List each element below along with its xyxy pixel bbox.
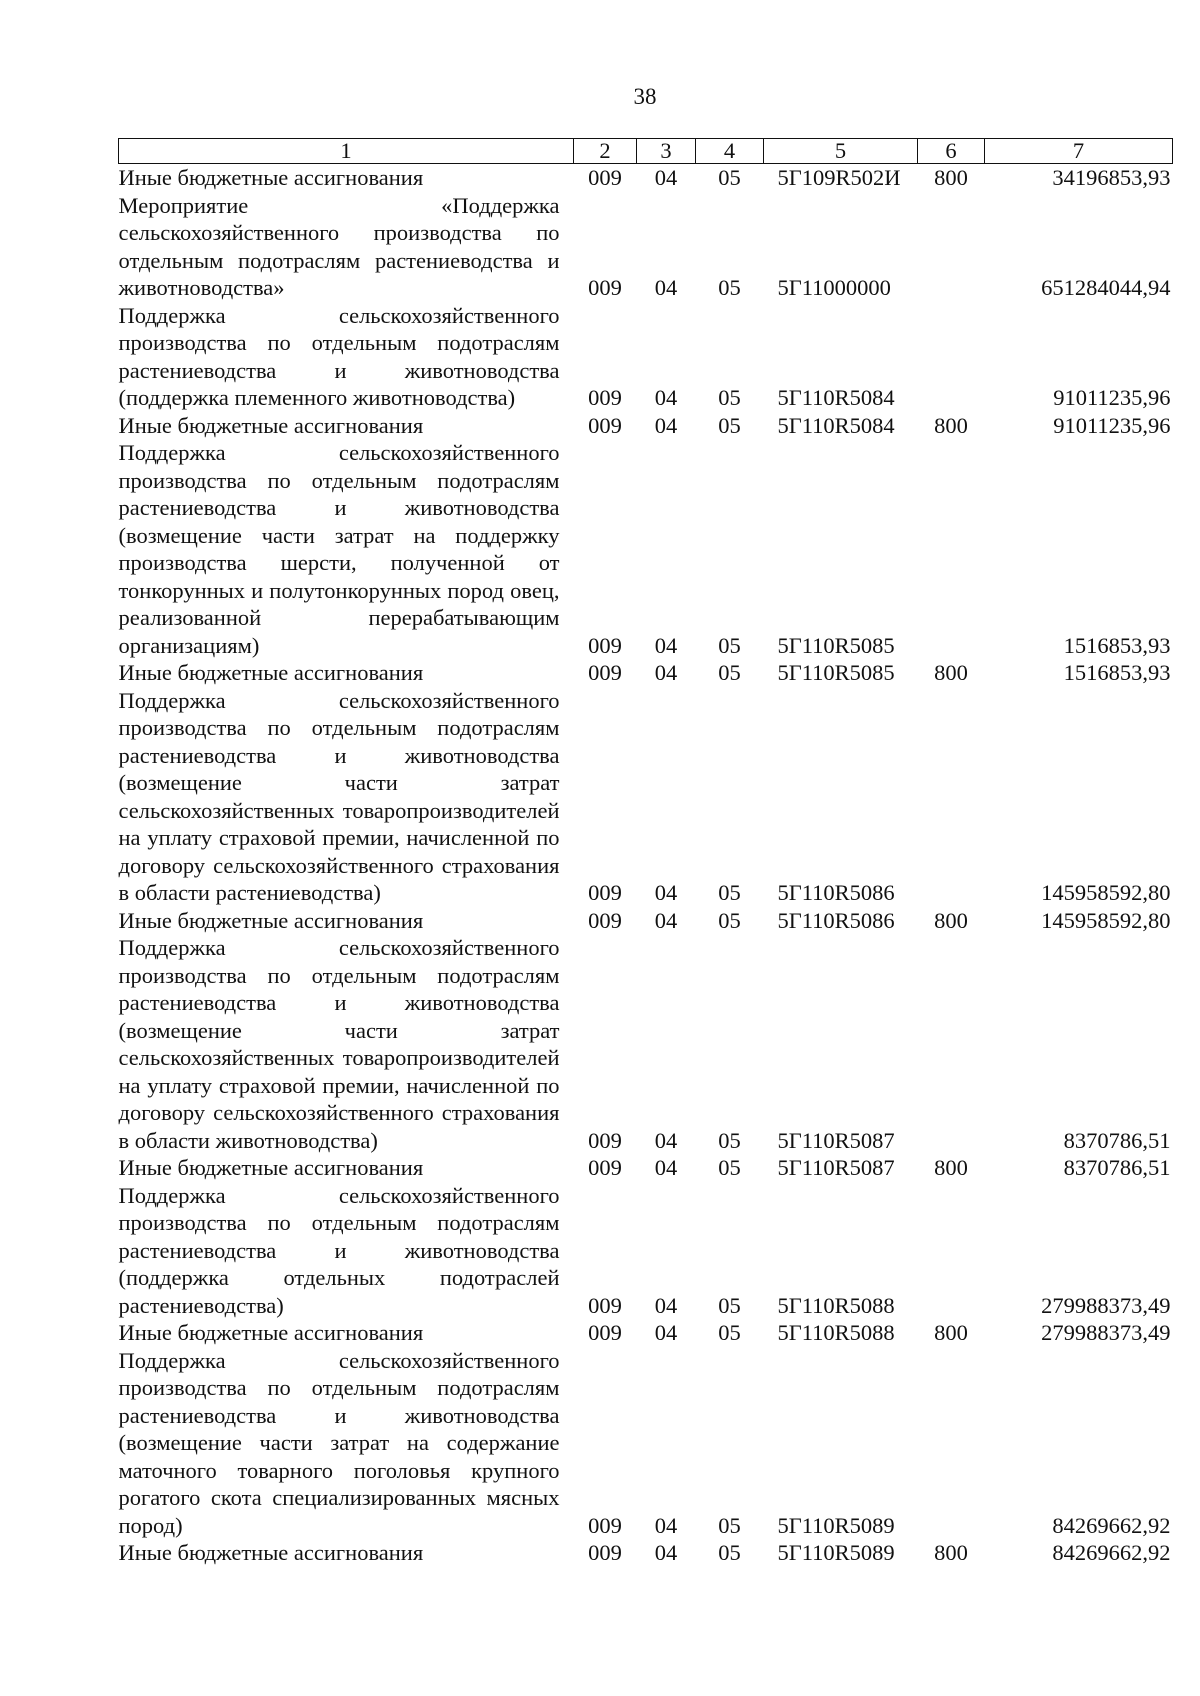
column-header-4: 4 (696, 139, 764, 164)
target-article-code: 5Г109R502И (777, 165, 901, 190)
item-name: Поддержка сельскохозяйственного производства по отдельным подотраслям растениеводства и животноводства (возмещение части затрат на содержание маточного товарного поголовья крупного рогатого скота специализированных мясных пород) (118, 1347, 560, 1538)
subsection-code: 05 (718, 907, 741, 933)
page-number: 38 (633, 84, 657, 109)
amount: 91011235,96 (1053, 385, 1171, 410)
section-code: 04 (654, 907, 678, 933)
section-code: 04 (654, 632, 678, 658)
subsection-code: 05 (718, 1127, 741, 1153)
item-name: Поддержка сельскохозяйственного производства по отдельным подотраслям растениеводства и животноводства (возмещение части затрат сельскохозяйственных товаропроизводителей на уплату страховой премии, начисленной по договору сельскохозяйственного страхования в области животноводства) (118, 935, 560, 1153)
target-article-code: 5Г110R5085 (777, 632, 895, 658)
ministry-code: 009 (588, 1540, 622, 1565)
subsection-code: 05 (718, 165, 741, 190)
ministry-code: 009 (588, 1127, 622, 1153)
table-body (119, 164, 1173, 1567)
expense-type-code: 800 (934, 907, 968, 933)
subsection-code: 05 (718, 660, 741, 685)
table-row (119, 439, 1173, 659)
item-name: Иные бюджетные ассигнования (118, 412, 424, 438)
amount: 84269662,92 (1052, 1512, 1171, 1538)
table-row (119, 1347, 1173, 1540)
table-row (119, 302, 1173, 412)
item-name: Иные бюджетные ассигнования (118, 660, 424, 685)
ministry-code: 009 (588, 165, 622, 190)
ministry-code: 009 (588, 907, 622, 933)
subsection-code: 05 (718, 1320, 741, 1345)
ministry-code: 009 (588, 275, 622, 300)
column-header-6: 6 (918, 139, 985, 164)
item-name: Иные бюджетные ассигнования (118, 1155, 424, 1180)
table-row (119, 1539, 1173, 1567)
subsection-code: 05 (718, 1512, 741, 1538)
target-article-code: 5Г110R5085 (777, 660, 895, 685)
target-article-code: 5Г110R5089 (777, 1512, 895, 1538)
amount: 651284044,94 (1041, 275, 1171, 300)
table-row (119, 1182, 1173, 1320)
section-code: 04 (654, 1540, 678, 1565)
amount: 8370786,51 (1063, 1155, 1171, 1180)
amount: 34196853,93 (1052, 165, 1171, 190)
expense-type-code (918, 934, 985, 1154)
expense-type-code (918, 439, 985, 659)
expense-type-code (918, 192, 985, 302)
amount: 84269662,92 (1052, 1540, 1171, 1565)
expense-type-code (918, 687, 985, 907)
expense-type-code (918, 302, 985, 412)
table-row (119, 1154, 1173, 1182)
target-article-code: 5Г110R5084 (777, 385, 895, 410)
table-row (119, 164, 1173, 192)
section-code: 04 (654, 385, 678, 410)
amount: 91011235,96 (1053, 412, 1171, 438)
table-row (119, 659, 1173, 687)
section-code: 04 (654, 1292, 678, 1318)
ministry-code: 009 (588, 1292, 622, 1318)
amount: 1516853,93 (1063, 660, 1171, 685)
subsection-code: 05 (718, 880, 741, 905)
ministry-code: 009 (588, 632, 622, 658)
section-code: 04 (654, 1155, 678, 1180)
section-code: 04 (654, 660, 678, 685)
section-code: 04 (654, 1320, 678, 1345)
section-code: 04 (654, 412, 678, 438)
target-article-code: 5Г110R5086 (777, 907, 895, 933)
ministry-code: 009 (588, 1512, 622, 1538)
table-row (119, 1319, 1173, 1347)
target-article-code: 5Г110R5088 (777, 1292, 895, 1318)
subsection-code: 05 (718, 412, 741, 438)
table-header (119, 139, 1173, 164)
budget-table (118, 138, 1173, 1567)
section-code: 04 (654, 880, 678, 905)
ministry-code: 009 (588, 660, 622, 685)
expense-type-code: 800 (934, 660, 968, 685)
subsection-code: 05 (718, 1292, 741, 1318)
target-article-code: 5Г110R5086 (777, 880, 895, 905)
item-name: Поддержка сельскохозяйственного производства по отдельным подотраслям растениеводства и животноводства (поддержка отдельных подотраслей растениеводства) (118, 1182, 560, 1318)
section-code: 04 (654, 165, 678, 190)
column-header-2: 2 (574, 139, 637, 164)
ministry-code: 009 (588, 385, 622, 410)
target-article-code: 5Г110R5087 (777, 1155, 895, 1180)
target-article-code: 5Г11000000 (777, 275, 891, 300)
ministry-code: 009 (588, 1320, 622, 1345)
target-article-code: 5Г110R5088 (777, 1320, 895, 1345)
table-row (119, 907, 1173, 935)
table-row (119, 687, 1173, 907)
expense-type-code: 800 (934, 412, 968, 438)
table-row (119, 934, 1173, 1154)
expense-type-code (918, 1182, 985, 1320)
amount: 145958592,80 (1041, 907, 1171, 933)
expense-type-code: 800 (934, 1155, 968, 1180)
expense-type-code (918, 1347, 985, 1540)
item-name: Иные бюджетные ассигнования (118, 165, 424, 190)
item-name: Поддержка сельскохозяйственного производства по отдельным подотраслям растениеводства и животноводства (возмещение части затрат на поддержку производства шерсти, полученной от тонкорунных и полутонкорунных пород овец, реализованной перерабатывающим организациям) (118, 440, 560, 658)
item-name: Иные бюджетные ассигнования (118, 907, 424, 933)
subsection-code: 05 (718, 385, 741, 410)
target-article-code: 5Г110R5089 (777, 1540, 895, 1565)
amount: 279988373,49 (1041, 1292, 1171, 1318)
amount: 145958592,80 (1041, 880, 1171, 905)
item-name: Поддержка сельскохозяйственного производства по отдельным подотраслям растениеводства и животноводства (возмещение части затрат сельскохозяйственных товаропроизводителей на уплату страховой премии, начисленной по договору сельскохозяйственного страхования в области растениеводства) (118, 687, 560, 905)
column-header-3: 3 (637, 139, 696, 164)
target-article-code: 5Г110R5087 (777, 1127, 895, 1153)
section-code: 04 (654, 275, 678, 300)
table-row (119, 412, 1173, 440)
expense-type-code: 800 (934, 165, 968, 190)
expense-type-code: 800 (934, 1320, 968, 1345)
section-code: 04 (654, 1127, 678, 1153)
subsection-code: 05 (718, 1155, 741, 1180)
ministry-code: 009 (588, 880, 622, 905)
expense-type-code: 800 (934, 1540, 968, 1565)
header-row (119, 139, 1173, 164)
amount: 8370786,51 (1063, 1127, 1171, 1153)
item-name: Иные бюджетные ассигнования (118, 1540, 424, 1565)
ministry-code: 009 (588, 1155, 622, 1180)
item-name: Мероприятие «Поддержка сельскохозяйственного производства по отдельным подотраслям растениеводства и животноводства» (118, 192, 560, 300)
ministry-code: 009 (588, 412, 622, 438)
section-code: 04 (654, 1512, 678, 1538)
target-article-code: 5Г110R5084 (777, 412, 895, 438)
item-name: Поддержка сельскохозяйственного производства по отдельным подотраслям растениеводства и животноводства (поддержка племенного животноводства) (118, 302, 560, 410)
table-row (119, 192, 1173, 302)
column-header-5: 5 (764, 139, 918, 164)
subsection-code: 05 (718, 275, 741, 300)
column-header-7: 7 (985, 139, 1173, 164)
amount: 1516853,93 (1063, 632, 1171, 658)
column-header-1: 1 (119, 139, 574, 164)
subsection-code: 05 (718, 632, 741, 658)
subsection-code: 05 (718, 1540, 741, 1565)
item-name: Иные бюджетные ассигнования (118, 1320, 424, 1345)
amount: 279988373,49 (1041, 1320, 1171, 1345)
